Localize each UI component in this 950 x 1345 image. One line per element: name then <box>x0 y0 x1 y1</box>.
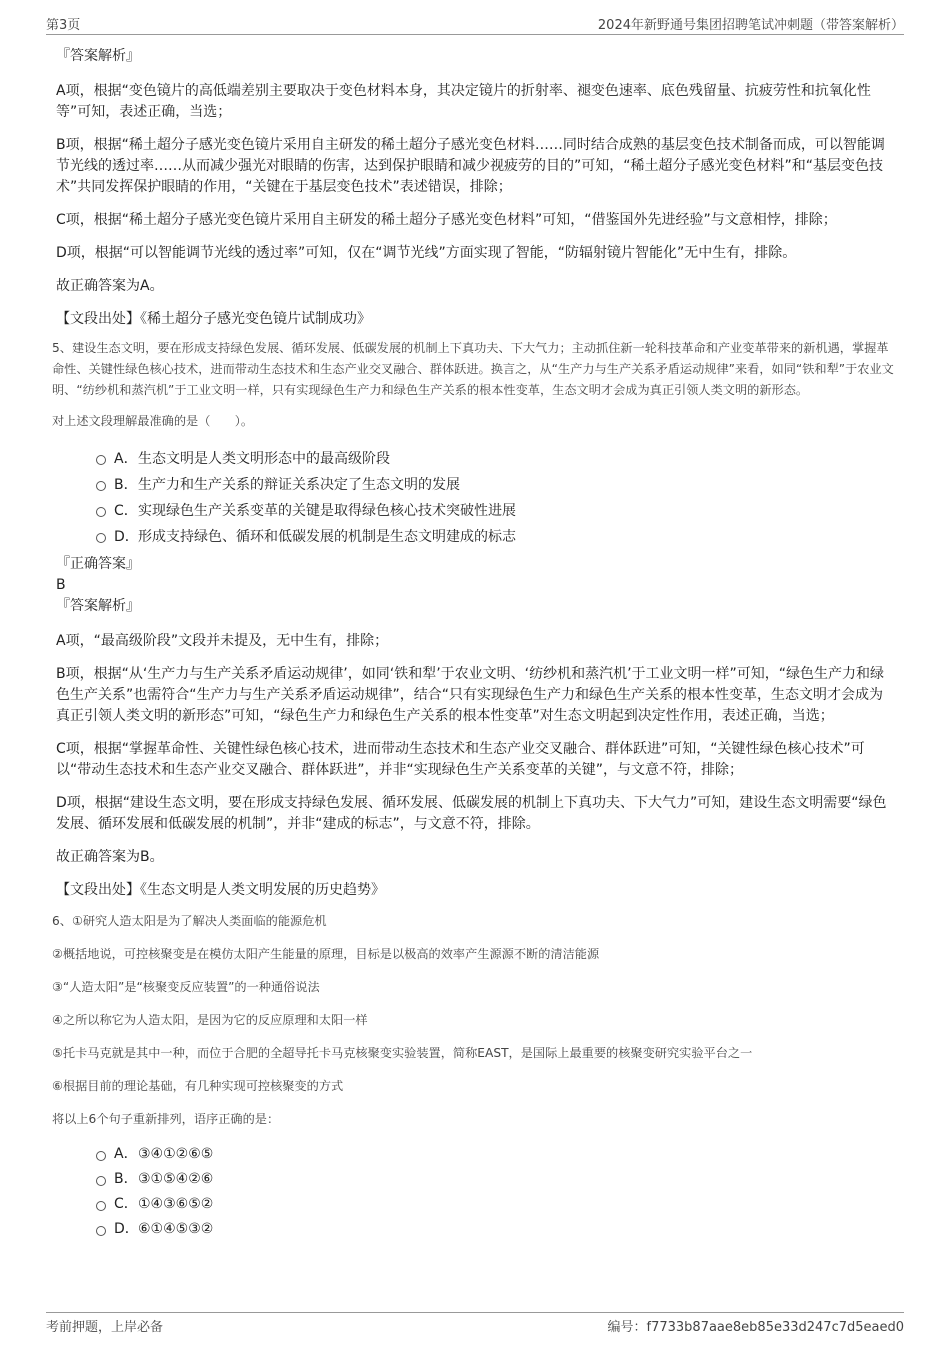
question-6-sentence: ②概括地说，可控核聚变是在模仿太阳产生能量的原理，目标是以极高的效率产生源源不断的清洁能源 <box>52 947 600 961</box>
document-title: 2024年新野通号集团招聘笔试冲刺题（带答案解析） <box>597 18 904 33</box>
correct-answer: B <box>56 577 66 593</box>
footer-slogan: 考前押题，上岸必备 <box>46 1320 164 1335</box>
analysis-option-a: A项，“最高级阶段”文段并未提及，无中生有，排除； <box>56 633 389 649</box>
question-6-options <box>96 1142 896 1242</box>
question-6-sentence: ③“人造太阳”是“核聚变反应装置”的一种通俗说法 <box>52 980 320 994</box>
analysis-option-a: A项，根据“变色镜片的高低端差别主要取决于变色材料本身，其决定镜片的折射率、褪变色速率、底色残留量、抗疲劳性和抗氧化性等”可知，表述正确，当选； <box>56 83 871 120</box>
correct-answer-label: 『正确答案』 <box>56 556 140 572</box>
radio-icon[interactable] <box>96 1176 106 1186</box>
analysis-option-b: B项，根据“从‘生产力与生产关系矛盾运动规律’，如同‘铁和犁’于农业文明、‘纺纱机和蒸汽机’于工业文明一样”可知，“绿色生产力和绿色生产关系”也需符合“生产力与生产关系矛盾运动规律”，结合“只有实现绿色生产力和绿色生产关系的根本性变革，生态文明才会成为真正引领人类文明的新形态”可知，“绿色生产力和绿色生产关系的根本性变革”对生态文明起到决定性作用，表述正确，当选； <box>56 666 885 724</box>
radio-icon[interactable] <box>96 507 106 517</box>
question-6-sentence: 6、①研究人造太阳是为了解决人类面临的能源危机 <box>52 914 327 928</box>
passage-source: 【文段出处】《生态文明是人类文明发展的历史趋势》 <box>56 882 385 898</box>
option-b[interactable]: B．生产力和生产关系的辩证关系决定了生态文明的发展 <box>96 472 896 498</box>
option-a[interactable]: A．③④①②⑥⑤ <box>96 1142 896 1167</box>
question-5-prompt: 对上述文段理解最准确的是（ ）。 <box>52 414 254 428</box>
option-c[interactable]: C．①④③⑥⑤② <box>96 1192 896 1217</box>
radio-icon[interactable] <box>96 455 106 465</box>
radio-icon[interactable] <box>96 1226 106 1236</box>
question-6-sentence: ⑤托卡马克就是其中一种，而位于合肥的全超导托卡马克核聚变实验装置，简称EAST，是国际上最重要的核聚变研究实验平台之一 <box>52 1046 753 1060</box>
analysis-label: 『答案解析』 <box>56 48 140 64</box>
option-a[interactable]: A．生态文明是人类文明形态中的最高级阶段 <box>96 446 896 472</box>
analysis-option-d: D项，根据“建设生态文明，要在形成支持绿色发展、循环发展、低碳发展的机制上下真功夫、下大气力”可知，建设生态文明需要“绿色发展、循环发展和低碳发展的机制”，并非“建成的标志”，与文意不符，排除。 <box>56 795 887 832</box>
analysis-option-b: B项，根据“稀土超分子感光变色镜片采用自主研发的稀土超分子感光变色材料……同时结合成熟的基层变色技术制备而成，可以智能调节光线的透过率……从而减少强光对眼睛的伤害，达到保护眼睛和减少视疲劳的目的”可知，“稀土超分子感光变色材料”和“基层变色技术”共同发挥保护眼睛的作用，“关键在于基层变色技术”表述错误，排除； <box>56 137 885 195</box>
page-header <box>46 12 904 35</box>
analysis-label: 『答案解析』 <box>56 598 140 614</box>
option-c[interactable]: C．实现绿色生产关系变革的关键是取得绿色核心技术突破性进展 <box>96 498 896 524</box>
question-5-stem: 5、建设生态文明，要在形成支持绿色发展、循环发展、低碳发展的机制上下真功夫、下大气力；主动抓住新一轮科技革命和产业变革带来的新机遇，掌握革命性、关键性绿色核心技术，进而带动生态技术和生态产业交叉融合、群体跃进。换言之，从“生产力与生产关系矛盾运动规律”来看，如同“铁和犁”于农业文明、“纺纱机和蒸汽机”于工业文明一样，只有实现绿色生产力和绿色生产关系的根本性变革，生态文明才会成为真正引领人类文明的新形态。 <box>52 341 894 397</box>
option-b[interactable]: B．③①⑤④②⑥ <box>96 1167 896 1192</box>
analysis-option-c: C项，根据“稀土超分子感光变色镜片采用自主研发的稀土超分子感光变色材料”可知，“借鉴国外先进经验”与文意相悖，排除； <box>56 212 837 228</box>
radio-icon[interactable] <box>96 1151 106 1161</box>
radio-icon[interactable] <box>96 1201 106 1211</box>
option-d[interactable]: D．⑥①④⑤③② <box>96 1217 896 1242</box>
page-footer <box>46 1312 904 1337</box>
document-serial: 编号：f7733b87aae8eb85e33d247c7d5eaed0 <box>607 1320 904 1335</box>
question-5-options <box>96 446 896 550</box>
page-content <box>52 40 896 1242</box>
option-d[interactable]: D．形成支持绿色、循环和低碳发展的机制是生态文明建成的标志 <box>96 524 896 550</box>
passage-source: 【文段出处】《稀土超分子感光变色镜片试制成功》 <box>56 311 371 327</box>
analysis-conclusion: 故正确答案为B。 <box>56 849 164 865</box>
question-6-sentence: ④之所以称它为人造太阳，是因为它的反应原理和太阳一样 <box>52 1013 368 1027</box>
question-6-prompt: 将以上6个句子重新排列，语序正确的是： <box>52 1112 280 1126</box>
page-number: 第3页 <box>46 18 81 33</box>
radio-icon[interactable] <box>96 481 106 491</box>
radio-icon[interactable] <box>96 533 106 543</box>
analysis-option-c: C项，根据“掌握革命性、关键性绿色核心技术，进而带动生态技术和生态产业交叉融合、群体跃进”可知，“关键性绿色核心技术”可以“带动生态技术和生态产业交叉融合、群体跃进”，并非“实现绿色生产关系变革的关键”，与文意不符，排除； <box>56 741 865 778</box>
question-6-sentence: ⑥根据目前的理论基础，有几种实现可控核聚变的方式 <box>52 1079 344 1093</box>
analysis-conclusion: 故正确答案为A。 <box>56 278 164 294</box>
analysis-option-d: D项，根据“可以智能调节光线的透过率”可知，仅在“调节光线”方面实现了智能，“防辐射镜片智能化”无中生有，排除。 <box>56 245 797 261</box>
